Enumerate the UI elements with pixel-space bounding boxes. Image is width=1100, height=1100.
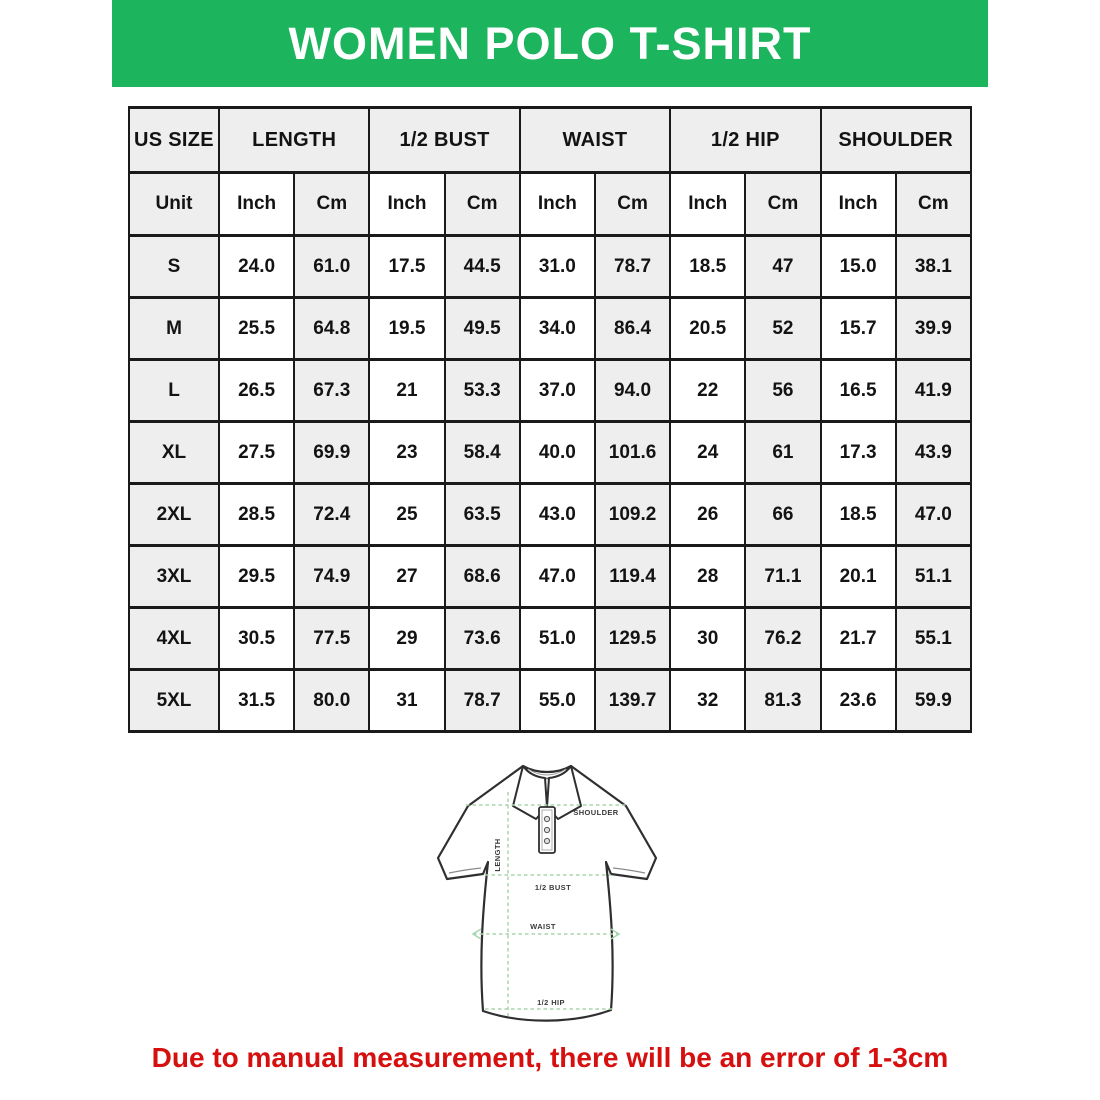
value-cell: 32	[670, 670, 745, 732]
value-cell: 25	[369, 484, 444, 546]
col-header-half-hip: 1/2 HIP	[670, 108, 820, 173]
value-cell: 28	[670, 546, 745, 608]
value-cell: 41.9	[896, 360, 971, 422]
table-row	[129, 298, 971, 360]
waist-label: WAIST	[530, 922, 556, 931]
value-cell: 61.0	[294, 236, 369, 298]
table-row	[129, 670, 971, 732]
table-row	[129, 484, 971, 546]
size-table	[128, 106, 972, 733]
value-cell: 51.1	[896, 546, 971, 608]
value-cell: 55.1	[896, 608, 971, 670]
value-cell: 24.0	[219, 236, 294, 298]
value-cell: 71.1	[745, 546, 820, 608]
table-row	[129, 546, 971, 608]
size-cell: M	[129, 298, 219, 360]
value-cell: 68.6	[445, 546, 520, 608]
bust-label: 1/2 BUST	[534, 883, 572, 892]
table-row	[129, 236, 971, 298]
value-cell: 44.5	[445, 236, 520, 298]
value-cell: 101.6	[595, 422, 670, 484]
value-cell: 74.9	[294, 546, 369, 608]
value-cell: 17.5	[369, 236, 444, 298]
polo-shirt-svg	[433, 758, 683, 1038]
value-cell: 69.9	[294, 422, 369, 484]
unit-cell: Inch	[670, 173, 745, 236]
size-cell: 4XL	[129, 608, 219, 670]
value-cell: 55.0	[520, 670, 595, 732]
value-cell: 43.9	[896, 422, 971, 484]
measurement-note: Due to manual measurement, there will be an error of 1-3cm	[151, 1042, 949, 1073]
unit-cell: Cm	[896, 173, 971, 236]
size-cell: 3XL	[129, 546, 219, 608]
value-cell: 26.5	[219, 360, 294, 422]
value-cell: 94.0	[595, 360, 670, 422]
value-cell: 109.2	[595, 484, 670, 546]
value-cell: 23	[369, 422, 444, 484]
value-cell: 30	[670, 608, 745, 670]
value-cell: 19.5	[369, 298, 444, 360]
length-label: LENGTH	[493, 838, 502, 872]
value-cell: 26	[670, 484, 745, 546]
value-cell: 52	[745, 298, 820, 360]
value-cell: 73.6	[445, 608, 520, 670]
size-cell: L	[129, 360, 219, 422]
title-banner	[112, 0, 988, 87]
value-cell: 30.5	[219, 608, 294, 670]
unit-cell: Inch	[369, 173, 444, 236]
value-cell: 23.6	[821, 670, 896, 732]
value-cell: 58.4	[445, 422, 520, 484]
value-cell: 67.3	[294, 360, 369, 422]
value-cell: 31.5	[219, 670, 294, 732]
value-cell: 78.7	[595, 236, 670, 298]
value-cell: 28.5	[219, 484, 294, 546]
value-cell: 59.9	[896, 670, 971, 732]
hip-label: 1/2 HIP	[537, 998, 565, 1007]
button-icon	[544, 816, 549, 821]
value-cell: 80.0	[294, 670, 369, 732]
size-cell: 5XL	[129, 670, 219, 732]
table-row	[129, 608, 971, 670]
table-unit-row	[129, 173, 971, 236]
value-cell: 66	[745, 484, 820, 546]
value-cell: 29.5	[219, 546, 294, 608]
value-cell: 77.5	[294, 608, 369, 670]
table-group-header-row	[129, 108, 971, 173]
value-cell: 81.3	[745, 670, 820, 732]
unit-cell: Cm	[294, 173, 369, 236]
value-cell: 37.0	[520, 360, 595, 422]
value-cell: 15.7	[821, 298, 896, 360]
value-cell: 129.5	[595, 608, 670, 670]
unit-cell: Cm	[745, 173, 820, 236]
value-cell: 20.5	[670, 298, 745, 360]
button-icon	[544, 827, 549, 832]
col-header-half-bust: 1/2 BUST	[369, 108, 519, 173]
value-cell: 49.5	[445, 298, 520, 360]
value-cell: 86.4	[595, 298, 670, 360]
value-cell: 27.5	[219, 422, 294, 484]
value-cell: 21.7	[821, 608, 896, 670]
value-cell: 119.4	[595, 546, 670, 608]
value-cell: 53.3	[445, 360, 520, 422]
col-header-waist: WAIST	[520, 108, 670, 173]
value-cell: 15.0	[821, 236, 896, 298]
unit-cell: Inch	[219, 173, 294, 236]
value-cell: 76.2	[745, 608, 820, 670]
value-cell: 20.1	[821, 546, 896, 608]
value-cell: 72.4	[294, 484, 369, 546]
value-cell: 47.0	[520, 546, 595, 608]
value-cell: 31	[369, 670, 444, 732]
value-cell: 78.7	[445, 670, 520, 732]
polo-shirt-diagram	[433, 758, 683, 1038]
value-cell: 38.1	[896, 236, 971, 298]
button-icon	[544, 838, 549, 843]
col-header-shoulder: SHOULDER	[821, 108, 971, 173]
unit-cell: Cm	[595, 173, 670, 236]
value-cell: 64.8	[294, 298, 369, 360]
value-cell: 61	[745, 422, 820, 484]
value-cell: 25.5	[219, 298, 294, 360]
value-cell: 56	[745, 360, 820, 422]
table-body	[129, 236, 971, 732]
col-header-length: LENGTH	[219, 108, 369, 173]
value-cell: 16.5	[821, 360, 896, 422]
value-cell: 24	[670, 422, 745, 484]
value-cell: 139.7	[595, 670, 670, 732]
value-cell: 29	[369, 608, 444, 670]
unit-label-cell: Unit	[129, 173, 219, 236]
value-cell: 18.5	[670, 236, 745, 298]
col-header-us-size: US SIZE	[129, 108, 219, 173]
value-cell: 22	[670, 360, 745, 422]
size-cell: S	[129, 236, 219, 298]
value-cell: 40.0	[520, 422, 595, 484]
value-cell: 21	[369, 360, 444, 422]
value-cell: 63.5	[445, 484, 520, 546]
shoulder-label: SHOULDER	[573, 808, 619, 817]
unit-cell: Inch	[821, 173, 896, 236]
value-cell: 51.0	[520, 608, 595, 670]
table-row	[129, 360, 971, 422]
value-cell: 17.3	[821, 422, 896, 484]
value-cell: 27	[369, 546, 444, 608]
unit-cell: Cm	[445, 173, 520, 236]
table-row	[129, 422, 971, 484]
value-cell: 43.0	[520, 484, 595, 546]
value-cell: 18.5	[821, 484, 896, 546]
size-cell: 2XL	[129, 484, 219, 546]
size-cell: XL	[129, 422, 219, 484]
value-cell: 39.9	[896, 298, 971, 360]
unit-cell: Inch	[520, 173, 595, 236]
value-cell: 47	[745, 236, 820, 298]
value-cell: 47.0	[896, 484, 971, 546]
value-cell: 31.0	[520, 236, 595, 298]
value-cell: 34.0	[520, 298, 595, 360]
page-title: WOMEN POLO T-SHIRT	[288, 17, 812, 69]
